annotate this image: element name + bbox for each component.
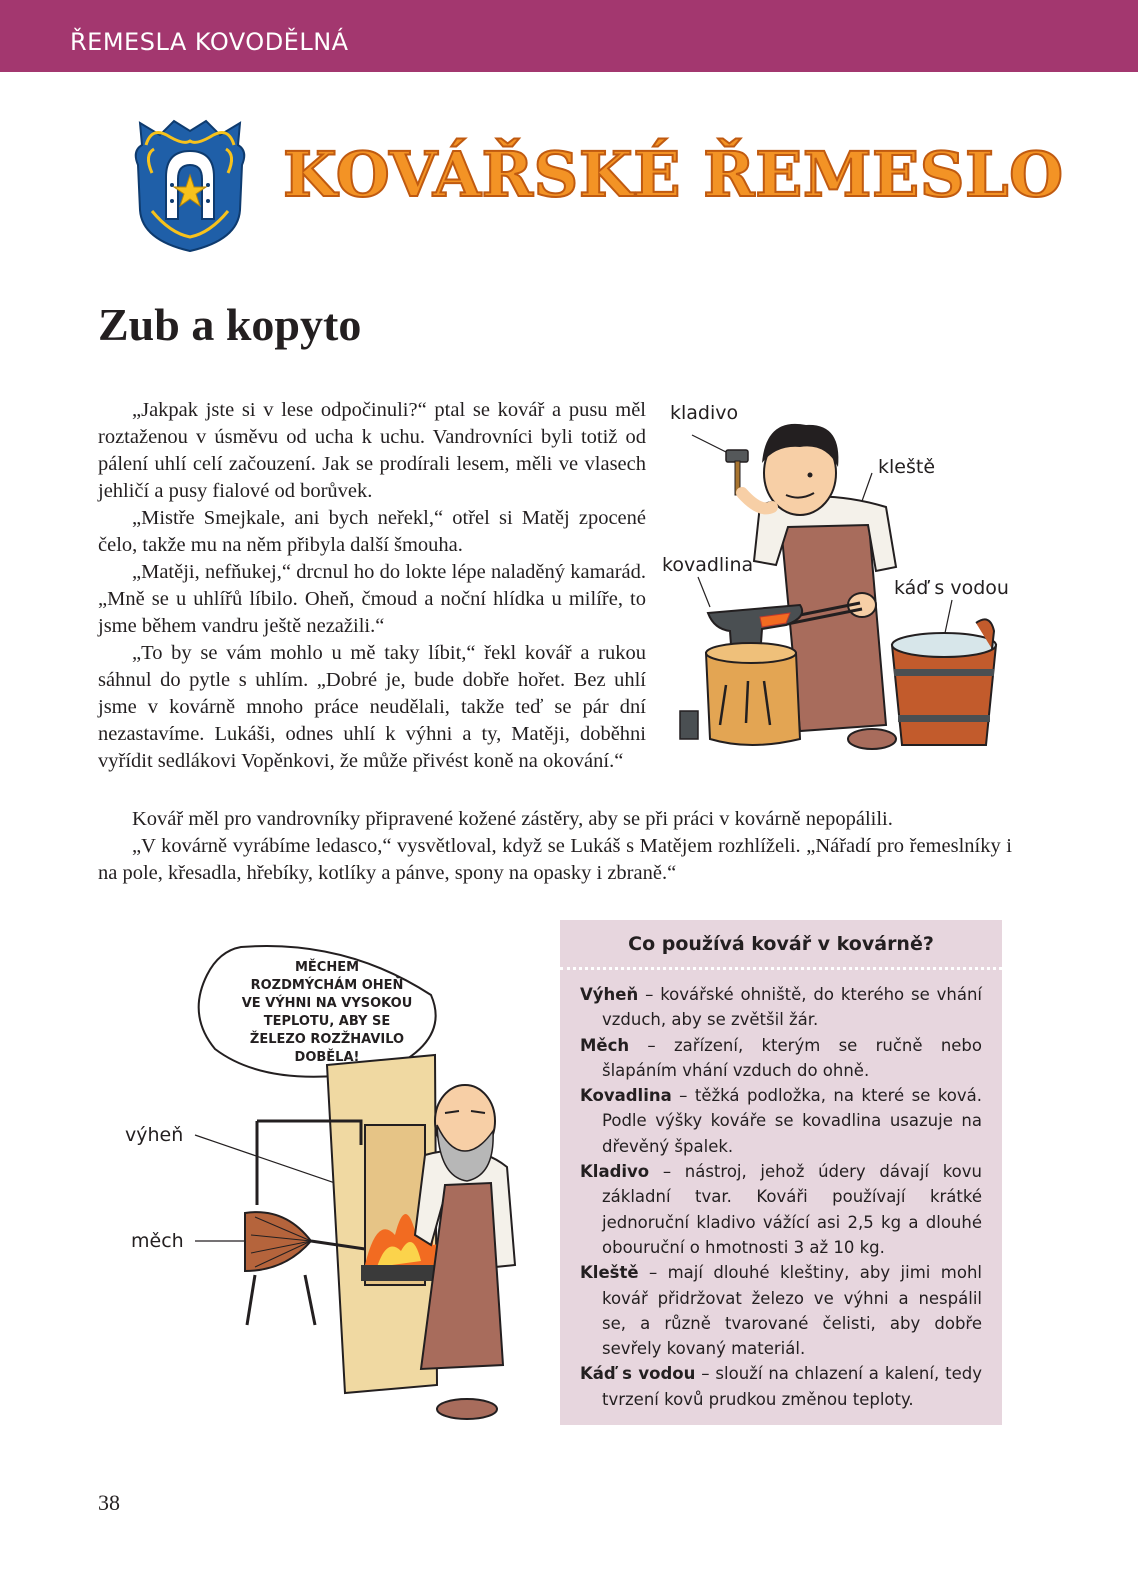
info-item: [580, 1083, 982, 1159]
label-tongs: kleště: [878, 456, 936, 478]
info-term: Výheň: [580, 985, 639, 1004]
label-anvil: kovadlina: [662, 554, 754, 576]
speech-line: TEPLOTU, ABY SE: [263, 1014, 391, 1029]
story-paragraph: „V kovárně vyrábíme ledasco,“ vysvětloval, když se Lukáš s Matějem rozhlíželi. „Nářadí pro řemeslníky i na pole, křesadla, hřebíky, kotlíky a pánve, spony na opasky i zbraně.“: [98, 835, 1012, 884]
info-term: Kovadlina: [580, 1086, 672, 1106]
info-definition: – slouží na chlazení a kalení, tedy tvrzení kovů prudkou změnou teploty.: [602, 1364, 982, 1409]
info-box: [560, 920, 1002, 1425]
info-term: Kleště: [580, 1263, 639, 1283]
info-item: [580, 982, 982, 1033]
page-number: 38: [98, 1490, 120, 1515]
info-item: [580, 1033, 982, 1084]
speech-line: ROZDMÝCHÁM OHEŇ: [250, 978, 404, 993]
wooden-block-icon: [680, 643, 800, 745]
story-paragraph: „To by se vám mohlo u mě taky líbit,“ řekl kovář a rukou sáhnul do pytle s uhlím. „Dobré je, bude dobře hořet. Bez uhlí jsme v kovárně mnoho práce neudělali, takže teď se pár dní nezastavíme. Lukáši, odnes uhlí k výhni a ty, Matěji, doběhni vyřídit sedlákovi Vopěnkovi, že může přivést koně na okování.“: [98, 642, 646, 772]
blacksmith-apprentice-illustration: [650, 395, 1020, 765]
info-definition: – kovářské ohniště, do kterého se vhání vzduch, aby se zvětšil žár.: [602, 985, 982, 1030]
water-tub-icon: [892, 619, 996, 745]
info-term: Měch: [580, 1035, 630, 1055]
speech-line: ŽELEZO ROZŽHAVILO: [249, 1032, 405, 1047]
info-item: [580, 1159, 982, 1260]
info-definition: – zařízení, kterým se ručně nebo šlapáním vhání vzduch do ohně.: [602, 1035, 982, 1080]
story-paragraph: „Jakpak jste si v lese odpočinuli?“ ptal se kovář a pusu měl roztaženou v úsměvu od ucha k uchu. Vandrovníci byli totiž od pálení uhlí celí začouzení. Jak se prodírali lesem, měli ve vlasech jehličí a pusy fialové od borůvek.: [98, 399, 646, 502]
info-list: [560, 970, 1002, 1412]
label-tub: káď s vodou: [894, 577, 1009, 599]
story-text-wide: [98, 806, 1012, 887]
story-paragraph: „Matěji, nefňukej,“ drcnul ho do lokte lépe naladěný kamarád. „Mně se u uhlířů líbilo. Oheň, čmoud a noční hlídka u milíře, to jsme během vandru ještě nezažili.“: [98, 561, 646, 637]
story-text-column: [98, 397, 646, 775]
info-definition: – nástroj, jehož údery dávají kovu základní tvar. Kováři používají krátké jednoruční kladivo vážící asi 2,5 kg a dlouhé obouruční o hmotnosti 3 až 10 kg.: [602, 1162, 982, 1257]
section-header-bar: [0, 0, 1138, 72]
info-term: Kladivo: [580, 1162, 650, 1182]
label-hammer: kladivo: [670, 402, 739, 424]
master-blacksmith-forge-illustration: [115, 945, 555, 1430]
section-title: ŘEMESLA KOVODĚLNÁ: [70, 28, 349, 56]
speech-line: DOBĚLA!: [294, 1050, 360, 1065]
story-paragraph: „Mistře Smejkale, ani bych neřekl,“ otřel si Matěj zpocené čelo, takže mu na něm přibyla další šmouha.: [98, 507, 646, 556]
info-box-title: Co používá kovář v kovárně?: [560, 920, 1002, 970]
label-forge: výheň: [125, 1124, 184, 1146]
label-bellows: měch: [131, 1230, 184, 1252]
info-definition: – mají dlouhé kleštiny, aby jimi mohl kovář přidržovat železo ve výhni a nespálil se, a různě tvarované čelisti, aby dobře sevřely kovaný materiál.: [602, 1263, 982, 1359]
chapter-title: KOVÁŘSKÉ ŘEMESLO: [283, 138, 1064, 211]
info-definition: – těžká podložka, na které se ková. Podle výšky kováře se kovadlina usazuje na dřevěný špalek.: [602, 1086, 982, 1156]
horseshoe-star-crest-icon: [130, 115, 250, 253]
info-item: [580, 1260, 982, 1361]
info-term: Káď s vodou: [580, 1364, 696, 1384]
speech-line: VE VÝHNI NA VYSOKOU: [241, 996, 413, 1011]
story-paragraph: Kovář měl pro vandrovníky připravené kožené zástěry, aby se při práci v kovárně nepopálili.: [132, 808, 893, 830]
speech-line: MĚCHEM: [294, 960, 360, 975]
info-item: [580, 1361, 982, 1412]
story-title: Zub a kopyto: [98, 299, 362, 350]
